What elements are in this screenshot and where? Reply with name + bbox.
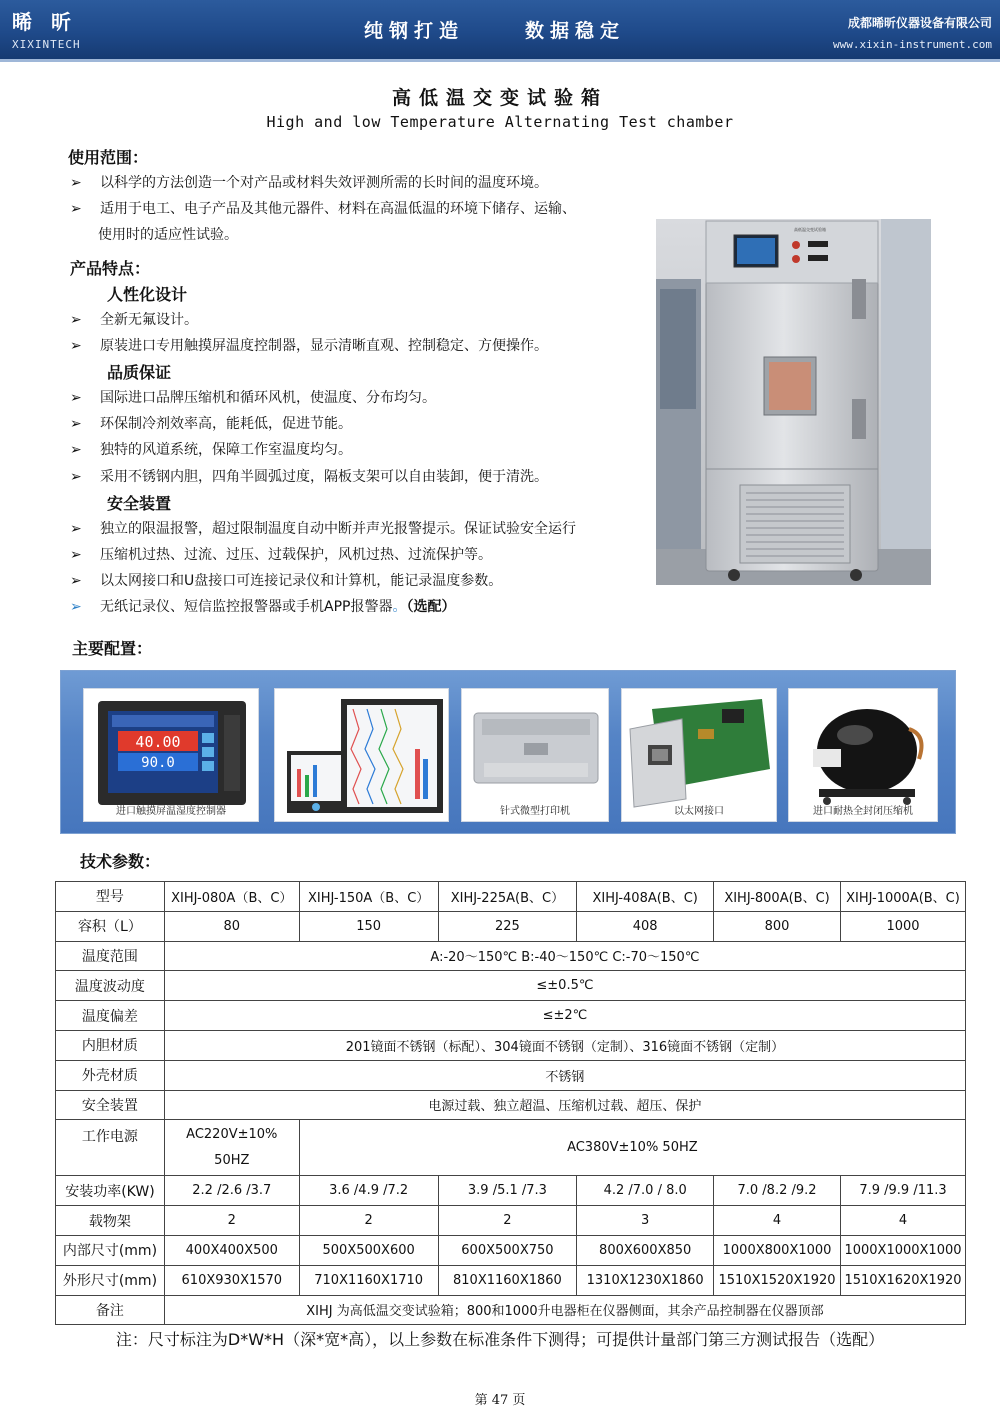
table-cell: 1000X1000X1000 (841, 1235, 966, 1265)
table-cell: 2 (164, 1206, 299, 1236)
table-row (56, 941, 966, 971)
table-cell: 4.2 /7.0 / 8.0 (577, 1176, 714, 1206)
table-cell: 不锈钢 (164, 1060, 965, 1090)
slogan-2: 数据稳定 (525, 20, 626, 42)
row-label: 温度波动度 (56, 971, 165, 1001)
usage-heading: 使用范围： (68, 148, 149, 167)
table-row (56, 882, 966, 912)
table-cell: XIHJ-150A（B、C） (299, 882, 438, 912)
row-label: 容积（L） (56, 911, 165, 941)
table-row (56, 1090, 966, 1120)
table-row (56, 1295, 966, 1325)
product-photo (656, 219, 931, 585)
page-subtitle: High and low Temperature Alternating Test chamber (266, 113, 734, 131)
list-item: ➢ 国际进口品牌压缩机和循环风机，使温度、分布均匀。 (70, 390, 436, 406)
table-cell: 710X1160X1710 (299, 1265, 438, 1295)
row-label: 内胆材质 (56, 1030, 165, 1060)
table-row (56, 911, 966, 941)
company-name: 成都晞昕仪器设备有限公司 (847, 16, 992, 30)
list-item: ➢ 全新无氟设计。 (70, 312, 198, 328)
page-number: 第 47 页 (474, 1393, 526, 1408)
table-cell: 7.0 /8.2 /9.2 (714, 1176, 841, 1206)
feature-group-title: 人性化设计 (107, 285, 188, 304)
table-cell: A:-20～150℃ B:-40～150℃ C:-70～150℃ (164, 941, 965, 971)
slogan-1: 纯钢打造 (364, 20, 465, 42)
table-cell: XIHJ-225A(B、C） (438, 882, 577, 912)
table-row (56, 1120, 966, 1176)
config-heading: 主要配置： (72, 639, 153, 658)
table-cell: 810X1160X1860 (438, 1265, 577, 1295)
table-row (56, 971, 966, 1001)
recorder-icon (275, 689, 449, 822)
row-label: 安装功率(KW) (56, 1176, 165, 1206)
config-item-ethernet (621, 688, 777, 822)
feature-group-title: 安全装置 (107, 494, 172, 513)
table-cell: ≤±0.5℃ (164, 971, 965, 1001)
list-item: ➢ 原装进口专用触摸屏温度控制器，显示清晰直观、控制稳定、方便操作。 (70, 338, 548, 354)
table-cell: 2 (438, 1206, 577, 1236)
row-label: 备注 (56, 1295, 165, 1325)
table-cell: 80 (164, 911, 299, 941)
table-row (56, 1265, 966, 1295)
table-cell: 600X500X750 (438, 1235, 577, 1265)
spec-table (55, 881, 966, 1325)
table-cell: 7.9 /9.9 /11.3 (841, 1176, 966, 1206)
row-label: 载物架 (56, 1206, 165, 1236)
spec-note: 注：尺寸标注为D*W*H（深*宽*高），以上参数在标准条件下测得；可提供计量部门第三方测试报告（选配） (115, 1330, 885, 1349)
table-cell: 3.6 /4.9 /7.2 (299, 1176, 438, 1206)
table-cell: 3.9 /5.1 /7.3 (438, 1176, 577, 1206)
list-item: ➢ 压缩机过热、过流、过压、过载保护，风机过热、过流保护等。 (70, 547, 492, 563)
table-row (56, 1235, 966, 1265)
list-item: ➢ 无纸记录仪、短信监控报警器或手机APP报警器。（选配） (70, 599, 456, 615)
table-row (56, 1206, 966, 1236)
table-cell: 201镜面不锈钢（标配）、304镜面不锈钢（定制）、316镜面不锈钢（定制） (164, 1030, 965, 1060)
table-cell: ≤±2℃ (164, 1001, 965, 1031)
row-label: 内部尺寸(mm) (56, 1235, 165, 1265)
page-title: 高低温交变试验箱 (391, 87, 608, 109)
list-item: ➢ 环保制冷剂效率高，能耗低，促进节能。 (70, 416, 352, 432)
table-cell: 150 (299, 911, 438, 941)
table-cell: AC220V±10% 50HZ (164, 1120, 299, 1176)
table-cell: XIHJ-800A(B、C) (714, 882, 841, 912)
features-heading: 产品特点： (70, 259, 151, 278)
table-cell: 1000 (841, 911, 966, 941)
row-label: 安全装置 (56, 1090, 165, 1120)
row-label: 工作电源 (56, 1120, 165, 1176)
config-item-label: 以太网接口 (674, 806, 724, 817)
table-cell: 1510X1620X1920 (841, 1265, 966, 1295)
table-cell: XIHJ-408A(B、C) (577, 882, 714, 912)
table-cell: XIHJ-080A（B、C） (164, 882, 299, 912)
table-cell: XIHJ 为高低温交变试验箱；800和1000升电器柜在仪器侧面，其余产品控制器在仪器顶部 (164, 1295, 965, 1325)
specs-heading: 技术参数： (80, 852, 161, 871)
brand-name-en: XIXINTECH (12, 38, 81, 51)
row-label: 外壳材质 (56, 1060, 165, 1090)
table-cell: 1000X800X1000 (714, 1235, 841, 1265)
list-item: ➢ 以太网接口和U盘接口可连接记录仪和计算机，能记录温度参数。 (70, 573, 503, 589)
page-header (0, 0, 1000, 62)
table-cell: 225 (438, 911, 577, 941)
controller-reading-1: 40.00 (135, 733, 181, 751)
config-item-label: 进口耐热全封闭压缩机 (813, 806, 913, 817)
table-cell: 400X400X500 (164, 1235, 299, 1265)
table-cell: 1310X1230X1860 (577, 1265, 714, 1295)
panel-label: 高低温交变试验箱 (794, 227, 826, 232)
list-item: ➢ 以科学的方法创造一个对产品或材料失效评测所需的长时间的温度环境。 (70, 175, 548, 191)
row-label: 温度范围 (56, 941, 165, 971)
table-cell: 电源过载、独立超温、压缩机过载、超压、保护 (164, 1090, 965, 1120)
table-row (56, 1176, 966, 1206)
config-item-label: 进口触摸屏温湿度控制器 (116, 806, 226, 817)
table-cell: 800 (714, 911, 841, 941)
row-label: 型号 (56, 882, 165, 912)
list-item: ➢ 独特的风道系统，保障工作室温度均匀。 (70, 442, 352, 458)
row-label: 外形尺寸(mm) (56, 1265, 165, 1295)
brand-name-cn: 晞 昕 (12, 10, 77, 34)
table-cell: 610X930X1570 (164, 1265, 299, 1295)
table-cell: 3 (577, 1206, 714, 1236)
table-cell: 4 (841, 1206, 966, 1236)
config-item-controller (83, 688, 259, 822)
table-cell: XIHJ-1000A(B、C) (841, 882, 966, 912)
table-cell: 500X500X600 (299, 1235, 438, 1265)
table-cell: 800X600X850 (577, 1235, 714, 1265)
list-item: ➢ 适用于电工、电子产品及其他元器件、材料在高温低温的环境下储存、运输、 (70, 201, 576, 217)
config-item-label: 针式微型打印机 (500, 806, 570, 817)
config-item-printer (461, 688, 609, 822)
list-item: ➢ 采用不锈钢内胆，四角半圆弧过度，隔板支架可以自由装卸，便于清洗。 (70, 469, 548, 485)
row-label: 温度偏差 (56, 1001, 165, 1031)
table-row (56, 1030, 966, 1060)
controller-reading-2: 90.0 (141, 755, 175, 771)
config-item-recorder (274, 688, 449, 822)
table-row (56, 1060, 966, 1090)
list-item: ➢ 独立的限温报警，超过限制温度自动中断并声光报警提示。保证试验安全运行 (70, 521, 576, 537)
feature-group-title: 品质保证 (107, 363, 172, 382)
table-cell: 1510X1520X1920 (714, 1265, 841, 1295)
website-link[interactable]: www.xixin-instrument.com (833, 38, 992, 51)
table-row (56, 1001, 966, 1031)
list-item-continuation: 使用时的适应性试验。 (98, 227, 238, 243)
table-cell: 2 (299, 1206, 438, 1236)
table-cell: 408 (577, 911, 714, 941)
config-item-compressor (788, 688, 938, 822)
table-cell: 4 (714, 1206, 841, 1236)
table-cell: AC380V±10% 50HZ (299, 1120, 965, 1176)
table-cell: 2.2 /2.6 /3.7 (164, 1176, 299, 1206)
